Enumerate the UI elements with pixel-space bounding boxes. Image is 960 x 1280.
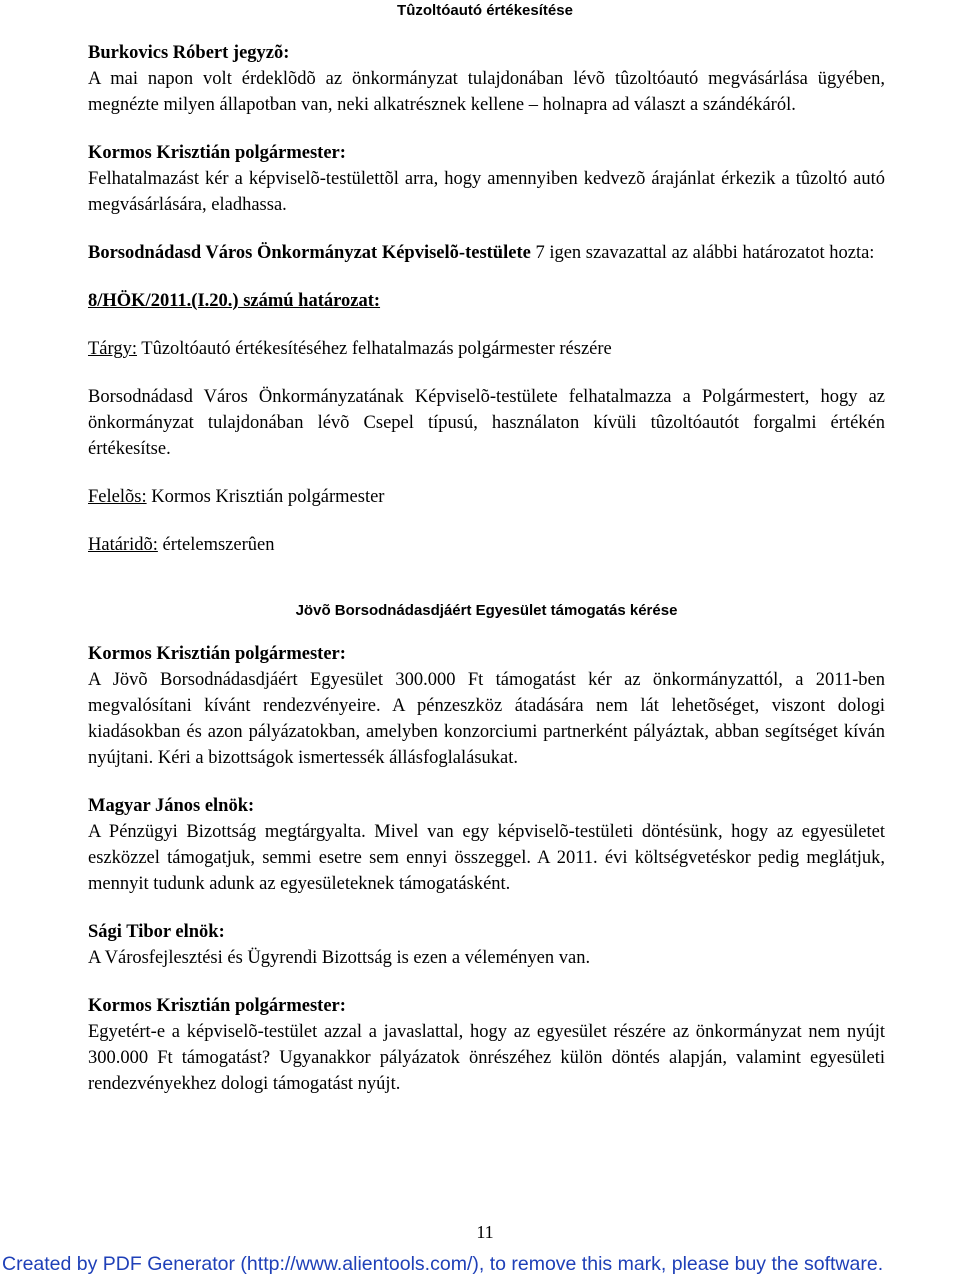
deadline-label: Határidõ: xyxy=(88,535,158,555)
responsible-value: Kormos Krisztián polgármester xyxy=(146,487,385,507)
paragraph: Egyetért-e a képviselõ-testület azzal a javaslattal, hogy az egyesület részére az önkormányzat nem nyújt 300.000 Ft támogatást? Ugyanakkor pályázatok önrészéhez külön döntés alapján, valamint egyesületi rendezvényekhez dologi támogatást nyújt. xyxy=(88,1022,885,1094)
document-body xyxy=(88,40,885,1097)
responsible-label: Felelõs: xyxy=(88,487,147,507)
resolution-subject xyxy=(88,336,885,362)
generator-watermark: Created by PDF Generator (http://www.alientools.com/), to remove this mark, please buy the software. xyxy=(2,1253,884,1275)
section-title: Jövõ Borsodnádasdjáért Egyesület támogatás kérése xyxy=(295,602,678,619)
speaker-label: Kormos Krisztián polgármester: xyxy=(88,143,346,163)
paragraph: A Jövõ Borsodnádasdjáért Egyesület 300.000 Ft támogatást kér az önkormányzattól, a 2011-ben megvalósítani kívánt rendezvényeire. A pénzeszköz átadására nem lát lehetõséget, viszont dologi kiadásokban és azon pályázatokban, amelyben konzorciumi partnerként pályáztak, abban segítséget kíván nyújtani. Kéri a bizottságok ismertessék állásfoglalásukat. xyxy=(88,670,885,768)
subject-label: Tárgy: xyxy=(88,339,137,359)
speaker-label: Kormos Krisztián polgármester: xyxy=(88,644,346,664)
speaker-label: Sági Tibor elnök: xyxy=(88,922,225,942)
vote-paragraph xyxy=(88,240,885,266)
resolution-responsible xyxy=(88,484,885,510)
paragraph: Felhatalmazást kér a képviselõ-testülettõl arra, hogy amennyiben kedvezõ árajánlat érkezik a tûzoltó autó megvásárlására, eladhassa. xyxy=(88,169,885,215)
council-name: Borsodnádasd Város Önkormányzat Képviselõ-testülete xyxy=(88,243,531,263)
speaker-label: Kormos Krisztián polgármester: xyxy=(88,996,346,1016)
subject-text: Tûzoltóautó értékesítéséhez felhatalmazás polgármester részére xyxy=(136,339,612,359)
paragraph: A mai napon volt érdeklõdõ az önkormányzat tulajdonában lévõ tûzoltóautó megvásárlása ügyében, megnézte milyen állapotban van, neki alkatrésznek kellene – holnapra ad választ a szándékáról. xyxy=(88,69,885,115)
resolution-text: Borsodnádasd Város Önkormányzatának Képviselõ-testülete felhatalmazza a Polgármestert, hogy az önkormányzat tulajdonában lévõ Csepel típusú, használaton kívüli tûzoltóautót forgalmi értékén értékesítse. xyxy=(88,387,885,459)
resolution-deadline xyxy=(88,532,885,558)
page-number: 11 xyxy=(476,1222,494,1242)
page-header: Tûzoltóautó értékesítése xyxy=(397,2,573,19)
speaker-label: Burkovics Róbert jegyzõ: xyxy=(88,43,290,63)
speaker-label: Magyar János elnök: xyxy=(88,796,255,816)
deadline-value: értelemszerûen xyxy=(157,535,275,555)
vote-text: 7 igen szavazattal az alábbi határozatot hozta: xyxy=(530,243,875,263)
resolution-number: 8/HÖK/2011.(I.20.) számú határozat: xyxy=(88,291,381,311)
paragraph: A Városfejlesztési és Ügyrendi Bizottság is ezen a véleményen van. xyxy=(88,948,591,968)
paragraph: A Pénzügyi Bizottság megtárgyalta. Mivel van egy képviselõ-testületi döntésünk, hogy az egyesületet eszközzel támogatjuk, semmi esetre sem ennyi összeggel. A 2011. évi költségvetéskor pedig meglátjuk, mennyit tudunk adunk az egyesületeknek támogatásként. xyxy=(88,822,885,894)
